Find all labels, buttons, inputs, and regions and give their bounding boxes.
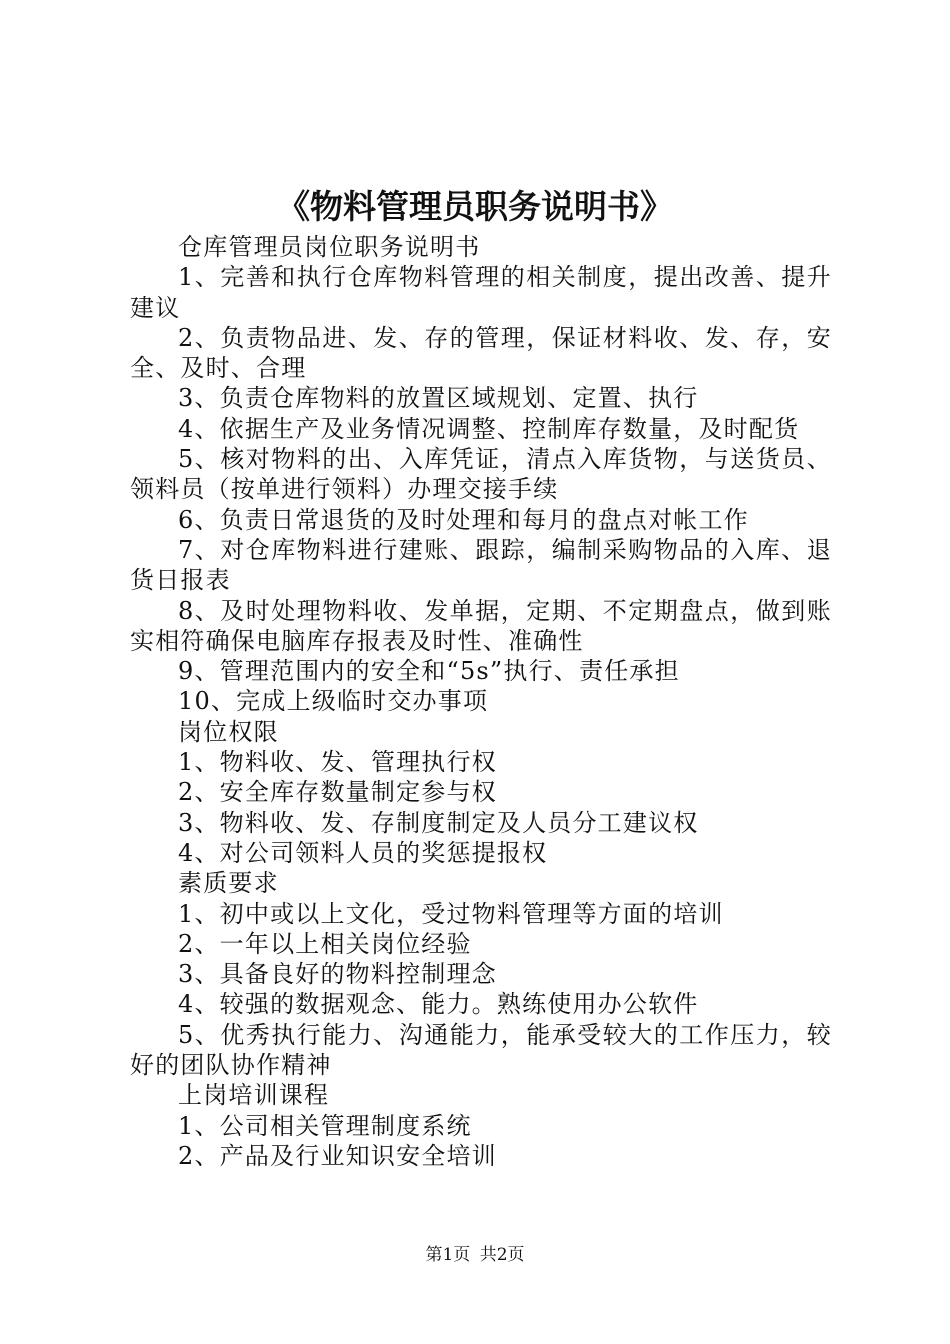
paragraph: 10、完成上级临时交办事项 [178,687,489,716]
paragraph: 4、较强的数据观念、能力。熟练使用办公软件 [178,990,699,1019]
paragraph: 1、完善和执行仓库物料管理的相关制度，提出改善、提升建议 [130,263,832,322]
section-heading: 岗位权限 [178,717,279,746]
section-heading: 素质要求 [178,869,279,898]
paragraph: 8、及时处理物料收、发单据，定期、不定期盘点，做到账实相符确保电脑库存报表及时性、准确性 [130,596,832,655]
paragraph: 3、负责仓库物料的放置区域规划、定置、执行 [178,384,699,413]
paragraph: 4、依据生产及业务情况调整、控制库存数量，及时配货 [178,414,800,443]
paragraph: 3、物料收、发、存制度制定及人员分工建议权 [178,808,699,837]
paragraph: 2、负责物品进、发、存的管理，保证材料收、发、存，安全、及时、合理 [130,323,832,383]
document-body [130,232,832,1171]
paragraph: 5、核对物料的出、入库凭证，清点入库货物，与送货员、领料员（按单进行领料）办理交接手续 [130,445,832,504]
paragraph: 5、优秀执行能力、沟通能力，能承受较大的工作压力，较好的团队协作精神 [130,1020,832,1080]
paragraph: 仓库管理员岗位职务说明书 [178,233,481,261]
paragraph: 4、对公司领料人员的奖惩提报权 [178,838,548,867]
paragraph: 1、物料收、发、管理执行权 [178,748,497,777]
section-heading: 上岗培训课程 [178,1081,330,1110]
document-title: 《物料管理员职务说明书》 [277,187,673,226]
paragraph: 1、公司相关管理制度系统 [178,1111,472,1140]
paragraph: 3、具备良好的物料控制理念 [178,960,497,989]
page-footer [0,1244,950,1266]
paragraph: 9、管理范围内的安全和“5s”执行、责任承担 [178,657,680,686]
paragraph: 2、一年以上相关岗位经验 [178,929,472,958]
page-number: 第1页 [425,1245,471,1265]
paragraph: 2、安全库存数量制定参与权 [178,778,497,807]
paragraph: 6、负责日常退货的及时处理和每月的盘点对帐工作 [178,505,749,534]
paragraph: 1、初中或以上文化，受过物料管理等方面的培训 [178,899,724,928]
paragraph: 2、产品及行业知识安全培训 [178,1141,497,1170]
paragraph: 7、对仓库物料进行建账、跟踪，编制采购物品的入库、退货日报表 [130,535,832,595]
page-total: 共2页 [479,1245,525,1265]
